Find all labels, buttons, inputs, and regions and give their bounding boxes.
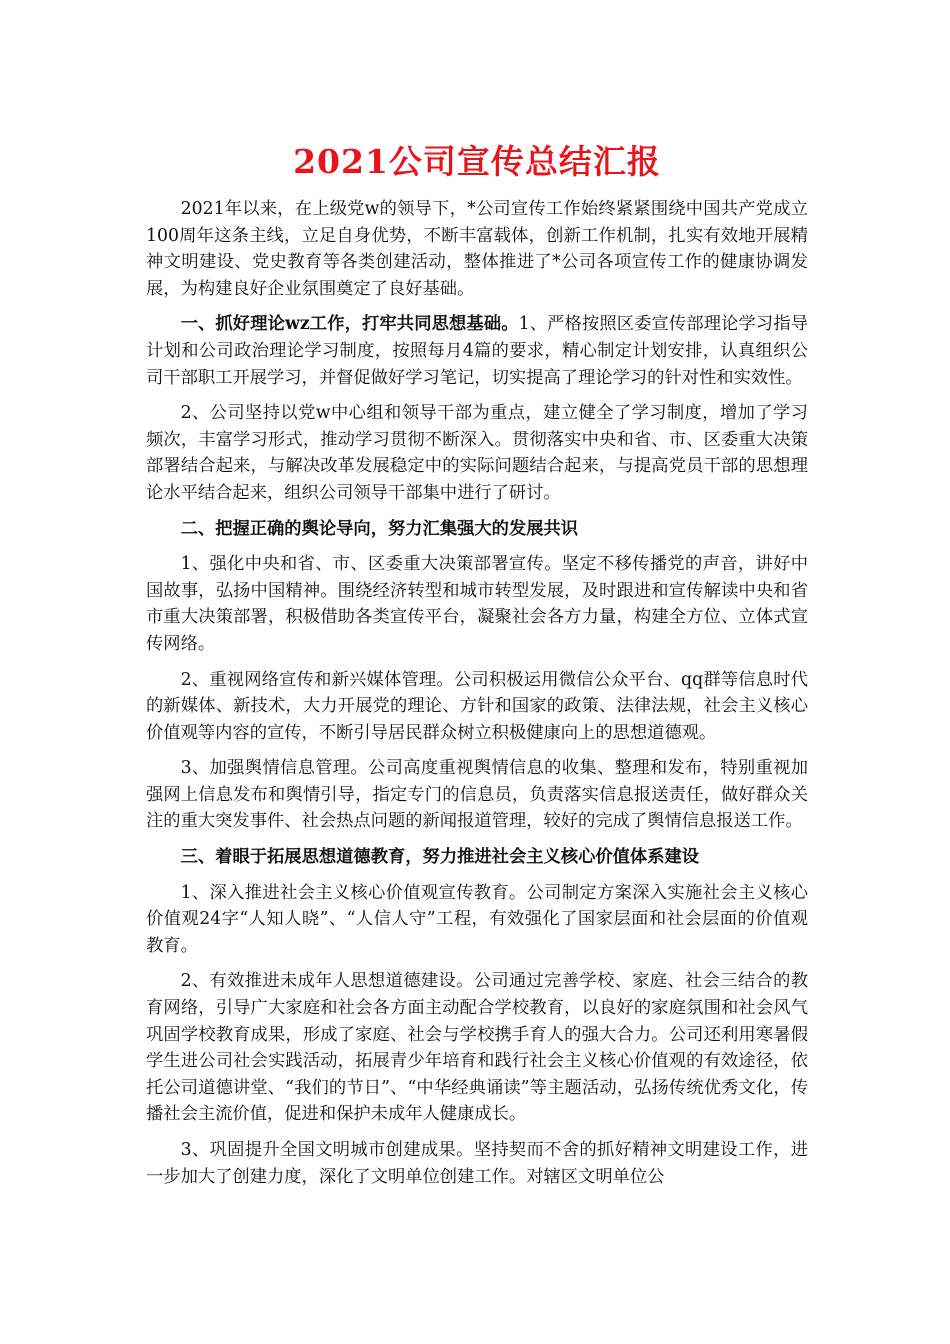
intro-paragraph: 2021年以来，在上级党w的领导下，*公司宣传工作始终紧紧围绕中国共产党成立100周年这条主线，立足自身优势，不断丰富载体，创新工作机制，扎实有效地开展精神文明建设、党史教育等各类创建活动，整体推进了*公司各项宣传工作的健康协调发展，为构建良好企业氛围奠定了良好基础。	[146, 199, 808, 299]
section-1-paragraph-2: 2、公司坚持以党w中心组和领导干部为重点，建立健全了学习制度，增加了学习频次，丰富学习形式，推动学习贯彻不断深入。贯彻落实中央和省、市、区委重大决策部署结合起来，与解决改革发展稳定中的实际问题结合起来，与提高党员干部的思想理论水平结合起来，组织公司领导干部集中进行了研讨。	[146, 403, 808, 503]
section-3-paragraph-3: 3、巩固提升全国文明城市创建成果。坚持契而不舍的抓好精神文明建设工作，进一步加大了创建力度，深化了文明单位创建工作。对辖区文明单位公	[146, 1140, 808, 1187]
section-3-paragraph-1: 1、深入推进社会主义核心价值观宣传教育。公司制定方案深入实施社会主义核心价值观24字“人知人晓”、“人信人守”工程，有效强化了国家层面和社会层面的价值观教育。	[146, 882, 808, 956]
section-1-paragraph-1	[146, 311, 808, 391]
document-title: 2021公司宣传总结汇报	[293, 142, 661, 181]
section-2-heading: 二、把握正确的舆论导向，努力汇集强大的发展共识	[180, 518, 579, 539]
section-2-paragraph-2: 2、重视网络宣传和新兴媒体管理。公司积极运用微信公众平台、qq群等信息时代的新媒体、新技术，大力开展党的理论、方针和国家的政策、法律法规，社会主义核心价值观等内容的宣传，不断引导居民群众树立积极健康向上的思想道德观。	[146, 669, 808, 743]
section-3-paragraph-2: 2、有效推进未成年人思想道德建设。公司通过完善学校、家庭、社会三结合的教育网络，引导广大家庭和社会各方面主动配合学校教育，以良好的家庭氛围和社会风气巩固学校教育成果，形成了家庭、社会与学校携手育人的强大合力。公司还利用寒暑假学生进公司社会实践活动，拓展青少年培育和践行社会主义核心价值观的有效途径，依托公司道德讲堂、“我们的节日”、“中华经典诵读”等主题活动，弘扬传统优秀文化，传播社会主流价值，促进和保护未成年人健康成长。	[146, 971, 808, 1125]
section-1-text-1: 1、严格按照区委宣传部理论学习指导计划和公司政治理论学习制度，按照每月4篇的要求，精心制定计划安排，认真组织公司干部职工开展学习，并督促做好学习笔记，切实提高了理论学习的针对性和实效性。	[146, 314, 808, 388]
section-3-heading: 三、着眼于拓展思想道德教育，努力推进社会主义核心价值体系建设	[180, 847, 700, 868]
section-1-heading: 一、抓好理论wz工作，打牢共同思想基础。	[180, 314, 519, 335]
section-2-paragraph-3: 3、加强舆情信息管理。公司高度重视舆情信息的收集、整理和发布，特别重视加强网上信息发布和舆情引导，指定专门的信息员，负责落实信息报送责任，做好群众关注的重大突发事件、社会热点问题的新闻报道管理，较好的完成了舆情信息报送工作。	[146, 758, 808, 832]
section-2-paragraph-1: 1、强化中央和省、市、区委重大决策部署宣传。坚定不移传播党的声音，讲好中国故事，弘扬中国精神。围绕经济转型和城市转型发展，及时跟进和宣传解读中央和省市重大决策部署，积极借助各类宣传平台，凝聚社会各方力量，构建全方位、立体式宣传网络。	[146, 554, 808, 654]
